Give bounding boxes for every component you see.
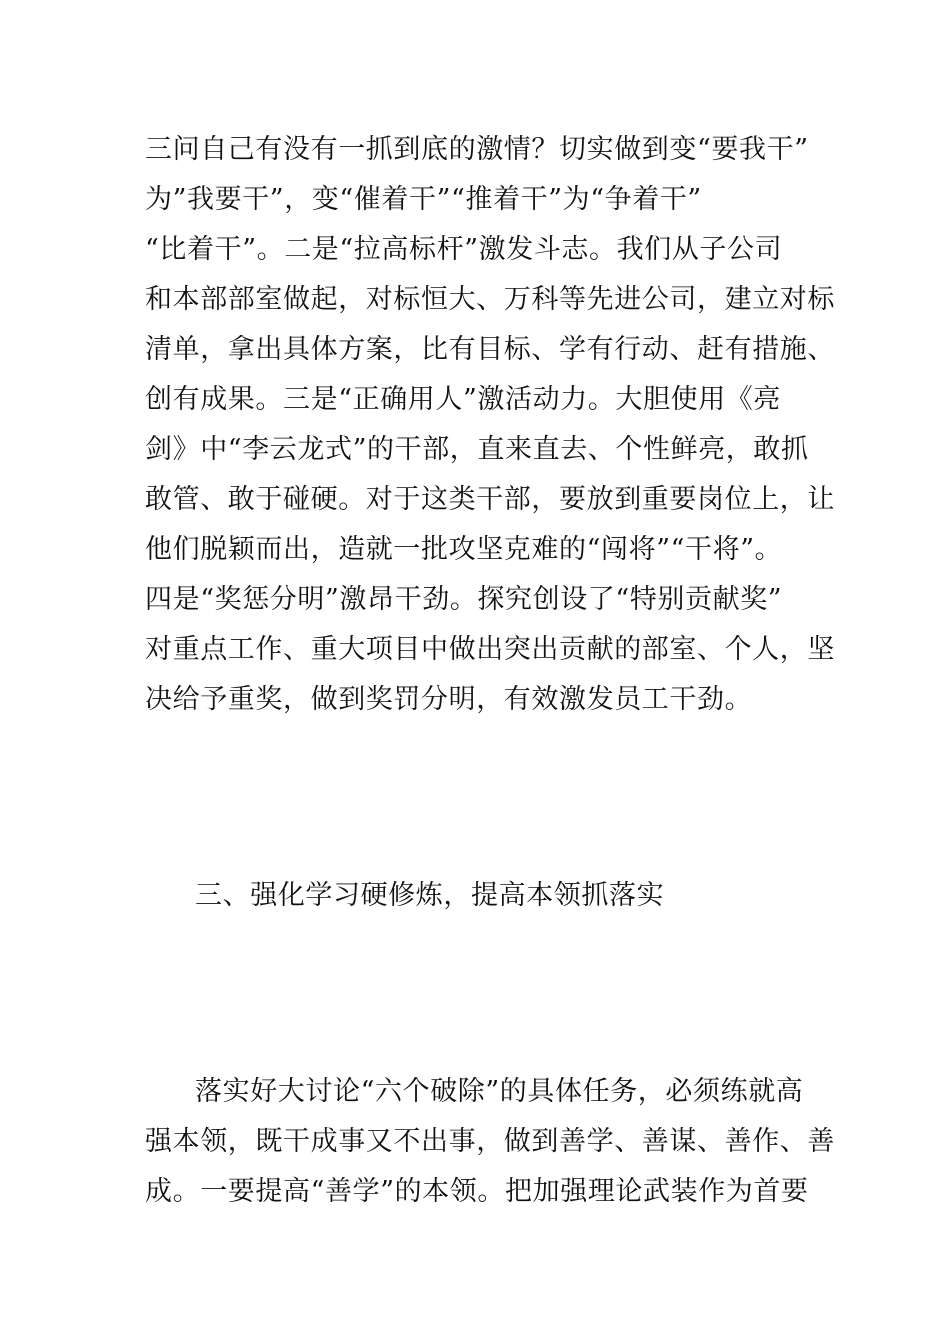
paragraph-line: 他们脱颖而出，造就一批攻坚克难的“闯将”“干将”。 (145, 534, 783, 565)
paragraph-line: 对重点工作、重大项目中做出突出贡献的部室、个人，坚 (145, 634, 835, 665)
paragraph-line: 成。一要提高“善学”的本领。把加强理论武装作为首要 (145, 1176, 809, 1207)
section-heading: 三、强化学习硬修炼，提高本领抓落实 (195, 880, 665, 911)
paragraph-line: 和本部部室做起，对标恒大、万科等先进公司，建立对标 (145, 284, 835, 315)
paragraph-line: 敢管、敢于碰硬。对于这类干部，要放到重要岗位上，让 (145, 484, 835, 515)
paragraph-line: 决给予重奖，做到奖罚分明，有效激发员工干劲。 (145, 684, 753, 715)
paragraph-line: 清单，拿出具体方案，比有目标、学有行动、赶有措施、 (145, 334, 835, 365)
paragraph-line: 落实好大讨论“六个破除”的具体任务，必须练就高 (195, 1076, 804, 1107)
paragraph-line: 三问自己有没有一抓到底的激情？切实做到变“要我干” (145, 134, 809, 165)
paragraph-line: 创有成果。三是“正确用人”激活动力。大胆使用《亮 (145, 384, 782, 415)
paragraph-line: 为”我要干”，变“催着干”“推着干”为“争着干” (145, 184, 702, 215)
paragraph-line: “比着干”。二是“拉高标杆”激发斗志。我们从子公司 (145, 234, 783, 265)
paragraph-line: 四是“奖惩分明”激昂干劲。探究创设了“特别贡献奖” (145, 584, 783, 615)
paragraph-line: 强本领，既干成事又不出事，做到善学、善谋、善作、善 (145, 1126, 835, 1157)
paragraph-line: 剑》中“李云龙式”的干部，直来直去、个性鲜亮，敢抓 (145, 434, 809, 465)
